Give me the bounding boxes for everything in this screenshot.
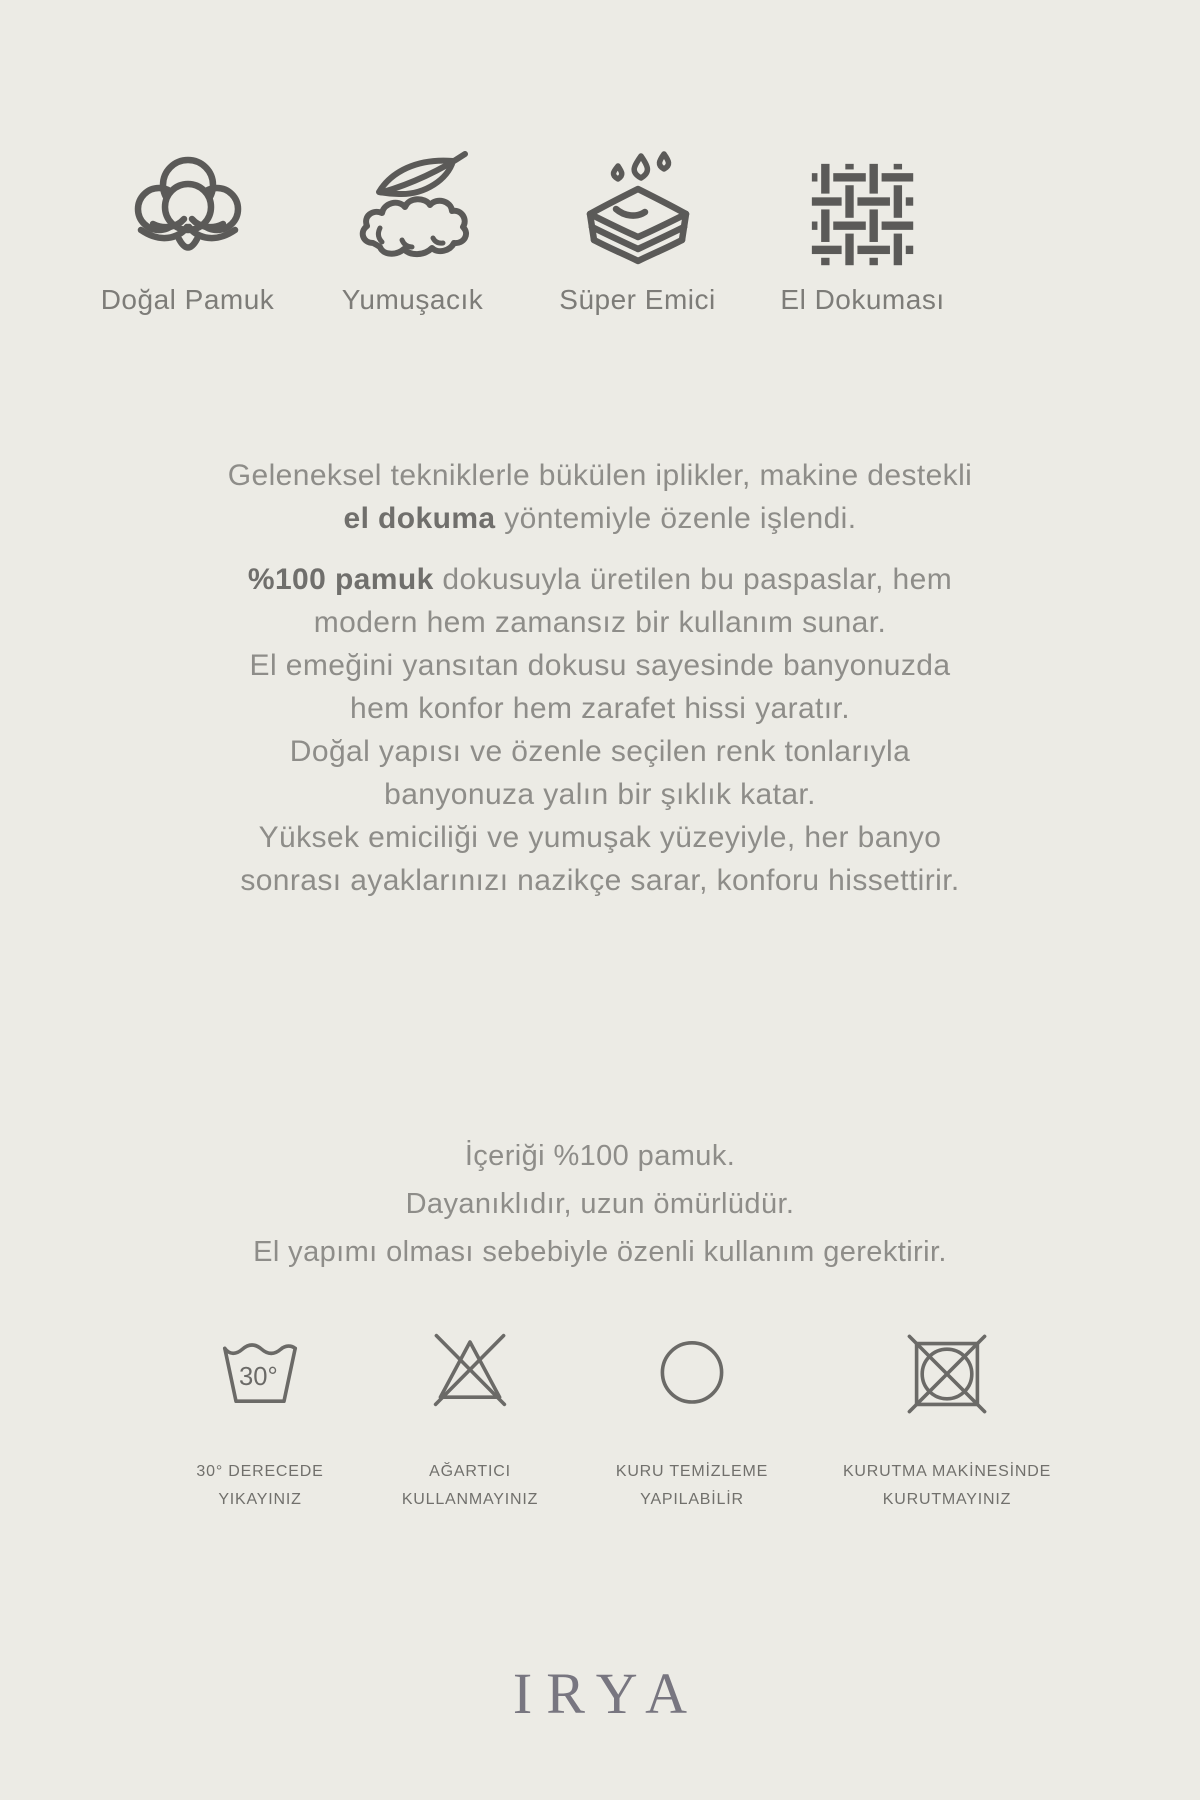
care-label: KURU TEMİZLEME YAPILABİLİR bbox=[615, 1463, 769, 1508]
intro-line2-bold: el dokuma bbox=[343, 502, 496, 535]
weave-icon bbox=[810, 146, 916, 268]
wash-temperature-value: 30° bbox=[239, 1363, 278, 1392]
body-line7: Yüksek emiciliği ve yumuşak yüzeyiyle, her banyo bbox=[258, 821, 942, 854]
details-paragraph bbox=[0, 1132, 1200, 1276]
feature-soft bbox=[300, 146, 525, 316]
details-line2: Dayanıklıdır, uzun ömürlüdür. bbox=[405, 1188, 795, 1220]
intro-paragraph bbox=[0, 454, 1200, 540]
care-no-tumble-dry bbox=[797, 1326, 1097, 1514]
details-line3: El yapımı olması sebebiyle özenli kullanım gerektirir. bbox=[253, 1236, 947, 1268]
feature-handwoven bbox=[750, 146, 975, 316]
body-paragraph bbox=[0, 558, 1200, 902]
brand-logo: IRYA bbox=[512, 1661, 702, 1726]
brand-footer bbox=[0, 1660, 1200, 1727]
feature-absorbent bbox=[525, 146, 750, 316]
cotton-icon bbox=[128, 146, 248, 268]
feature-natural-cotton bbox=[75, 146, 300, 316]
care-label: KURUTMA MAKİNESİNDE KURUTMAYINIZ bbox=[842, 1463, 1052, 1508]
feature-label: Süper Emici bbox=[559, 284, 716, 315]
intro-line1: Geleneksel tekniklerle bükülen iplikler, makine destekli bbox=[227, 459, 973, 492]
body-line3: El emeğini yansıtan dokusu sayesinde banyonuzda bbox=[249, 649, 951, 682]
body-line2: modern hem zamansız bir kullanım sunar. bbox=[313, 606, 887, 639]
body-line6: banyonuza yalın bir şıklık katar. bbox=[384, 778, 816, 811]
feature-label: El Dokuması bbox=[780, 284, 945, 315]
details-line1: İçeriği %100 pamuk. bbox=[464, 1140, 736, 1172]
care-instructions-row bbox=[0, 1326, 1200, 1556]
feather-cloud-icon bbox=[349, 146, 477, 268]
intro-line2 bbox=[0, 497, 1200, 540]
body-line4: hem konfor hem zarafet hissi yaratır. bbox=[350, 692, 850, 725]
intro-line2-rest: yöntemiyle özenle işlendi. bbox=[495, 502, 857, 535]
feature-label: Doğal Pamuk bbox=[100, 284, 275, 315]
absorbent-layers-icon bbox=[577, 146, 699, 268]
care-label: 30° DERECEDE YIKAYINIZ bbox=[196, 1463, 324, 1508]
body-line5: Doğal yapısı ve özenle seçilen renk tonlarıyla bbox=[289, 735, 911, 768]
body-line1-rest: dokusuyla üretilen bu paspaslar, hem bbox=[433, 563, 953, 596]
body-line8: sonrası ayaklarınızı nazikçe sarar, konforu hissettirir. bbox=[240, 864, 960, 897]
no-tumble-dry-icon bbox=[797, 1326, 1097, 1422]
body-line1 bbox=[0, 558, 1200, 601]
feature-label: Yumuşacık bbox=[341, 284, 484, 315]
body-line1-bold: %100 pamuk bbox=[247, 563, 434, 596]
care-label: AĞARTICI KULLANMAYINIZ bbox=[401, 1463, 539, 1508]
feature-row bbox=[75, 146, 975, 316]
